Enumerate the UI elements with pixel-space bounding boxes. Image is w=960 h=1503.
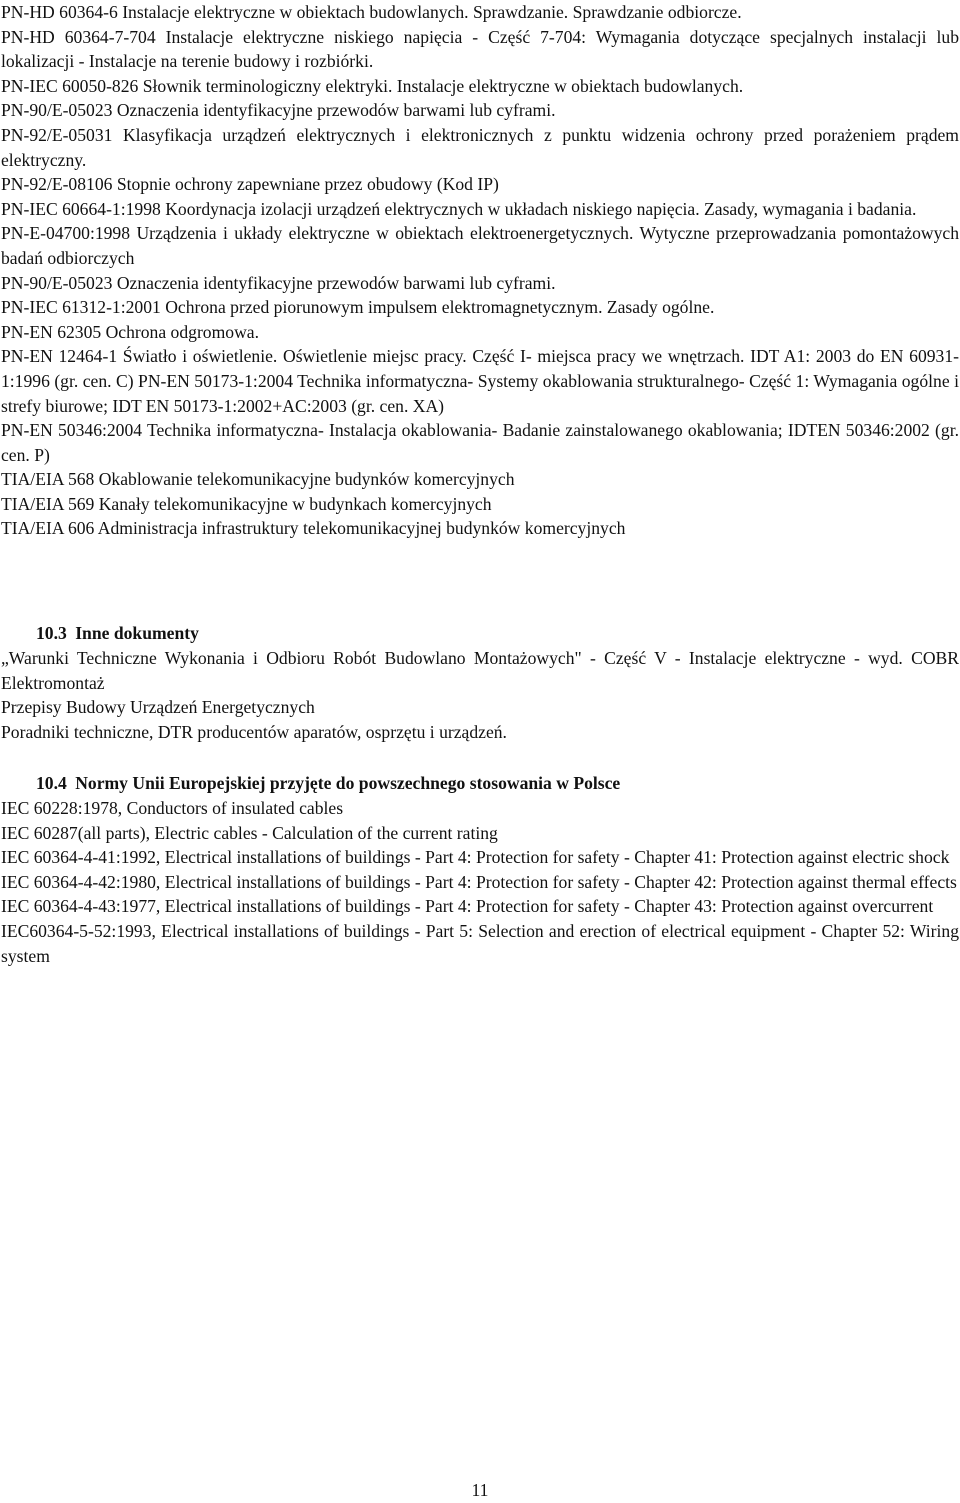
list-item: IEC60364-5-52:1993, Electrical installations of buildings - Part 5: Selection and erection of electrical equipment - Chapter 52: Wiring system: [1, 920, 959, 966]
section-number: 10.4: [36, 773, 67, 793]
list-item: PN-EN 50346:2004 Technika informatyczna- Instalacja okablowania- Badanie zainstalowanego okablowania; IDTEN 50346:2002 (gr. cen. P): [1, 420, 959, 465]
eu-standards-list: [1, 796, 959, 968]
section-title: Normy Unii Europejskiej przyjęte do powszechnego stosowania w Polsce: [75, 773, 621, 793]
section-number: 10.3: [36, 623, 67, 643]
section-heading-10-4: [36, 771, 620, 796]
list-item: PN-92/E-08106 Stopnie ochrony zapewniane przez obudowy (Kod IP): [1, 174, 499, 195]
list-item: TIA/EIA 606 Administracja infrastruktury telekomunikacyjnej budynków komercyjnych: [1, 518, 626, 539]
list-item: PN-HD 60364-6 Instalacje elektryczne w obiektach budowlanych. Sprawdzanie. Sprawdzanie odbiorcze.: [1, 2, 742, 22]
list-item: Poradniki techniczne, DTR producentów aparatów, osprzętu i urządzeń.: [1, 721, 507, 742]
list-item: PN-HD 60364-7-704 Instalacje elektryczne niskiego napięcia - Część 7-704: Wymagania dotyczące specjalnych instalacji lub lokalizacji - Instalacje na terenie budowy i rozbiórki.: [1, 26, 959, 72]
list-item: IEC 60287(all parts), Electric cables - Calculation of the current rating: [1, 822, 498, 843]
list-item: IEC 60228:1978, Conductors of insulated cables: [1, 798, 344, 818]
standards-list: [1, 0, 959, 541]
list-item: PN-E-04700:1998 Urządzenia i układy elektryczne w obiektach elektroenergetycznych. Wytyczne przeprowadzania pomontażowych badań odbiorczych: [1, 223, 959, 268]
list-item: PN-EN 62305 Ochrona odgromowa.: [1, 321, 259, 342]
section-heading-10-3: [36, 621, 199, 646]
list-item: Przepisy Budowy Urządzeń Energetycznych: [1, 697, 315, 718]
list-item: PN-90/E-05023 Oznaczenia identyfikacyjne przewodów barwami lub cyframi.: [1, 272, 556, 293]
list-item: TIA/EIA 569 Kanały telekomunikacyjne w budynkach komercyjnych: [1, 493, 492, 514]
list-item: IEC 60364-4-41:1992, Electrical installations of buildings - Part 4: Protection for safety - Chapter 41: Protection against electric shock: [1, 847, 950, 868]
list-item: PN-EN 12464-1 Światło i oświetlenie. Oświetlenie miejsc pracy. Część I- miejsca pracy we wnętrzach. IDT A1: 2003 do EN 60931-1:1996 (gr. cen. C) PN-EN 50173-1:2004 Technika informatyczna- Systemy okablowania strukturalnego- Część 1: Wymagania ogólne i strefy biurowe; IDT EN 50173-1:2002+AC:2003 (gr. cen. XA): [1, 346, 959, 416]
list-item: PN-IEC 60664-1:1998 Koordynacja izolacji urządzeń elektrycznych w układach niskiego napięcia. Zasady, wymagania i badania.: [1, 198, 917, 219]
list-item: PN-90/E-05023 Oznaczenia identyfikacyjne przewodów barwami lub cyframi.: [1, 100, 556, 121]
list-item: PN-IEC 60050-826 Słownik terminologiczny elektryki. Instalacje elektryczne w obiektach budowlanych.: [1, 75, 744, 96]
page-number: 11: [471, 1480, 489, 1500]
list-item: IEC 60364-4-43:1977, Electrical installations of buildings - Part 4: Protection for safety - Chapter 43: Protection against overcurrent: [1, 896, 934, 917]
list-item: TIA/EIA 568 Okablowanie telekomunikacyjne budynków komercyjnych: [1, 469, 515, 490]
other-documents-list: [1, 646, 959, 744]
list-item: IEC 60364-4-42:1980, Electrical installations of buildings - Part 4: Protection for safety - Chapter 42: Protection against thermal effects: [1, 871, 957, 892]
list-item: PN-IEC 61312-1:2001 Ochrona przed piorunowym impulsem elektromagnetycznym. Zasady ogólne.: [1, 297, 715, 318]
section-title: Inne dokumenty: [75, 623, 199, 643]
list-item: „Warunki Techniczne Wykonania i Odbioru Robót Budowlano Montażowych" - Część V - Instalacje elektryczne - wyd. COBR Elektromontaż: [1, 648, 959, 693]
list-item: PN-92/E-05031 Klasyfikacja urządzeń elektrycznych i elektronicznych z punktu widzenia ochrony przed porażeniem prądem elektryczny.: [1, 124, 959, 170]
